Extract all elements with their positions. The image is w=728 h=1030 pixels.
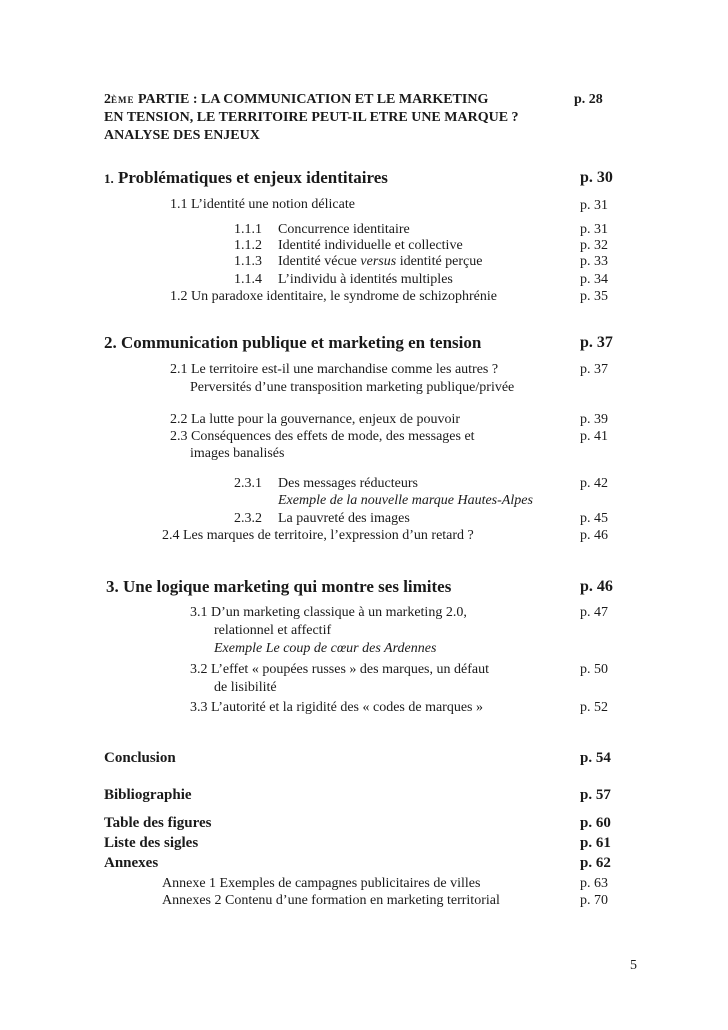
toc-item-3-2-cont: de lisibilité — [214, 680, 277, 695]
example-text: Exemple Le coup de cœur des Ardennes — [214, 641, 437, 656]
item-number: 1.1.2 — [234, 238, 262, 253]
toc-item-1-1-3-page: p. 33 — [580, 254, 608, 269]
toc-item-2-2-page: p. 39 — [580, 412, 608, 427]
toc-item-1-1-4-page: p. 34 — [580, 272, 608, 287]
partie-title-line2: EN TENSION, LE TERRITOIRE PEUT-IL ETRE UNE MARQUE ? — [104, 110, 519, 125]
partie-title-line3: ANALYSE DES ENJEUX — [104, 128, 260, 143]
toc-annexe-2-page: p. 70 — [580, 893, 608, 908]
toc-item-2-1: 2.1 Le territoire est-il une marchandise comme les autres ? — [170, 362, 499, 377]
toc-table-figures-page: p. 60 — [580, 815, 611, 831]
partie-title-line1: PARTIE : LA COMMUNICATION ET LE MARKETING — [134, 92, 489, 107]
toc-item-1-1-page: p. 31 — [580, 198, 608, 213]
item-number: 1.1.3 — [234, 254, 262, 269]
toc-item-1-2-page: p. 35 — [580, 289, 608, 304]
section-1-number: 1. — [104, 171, 114, 186]
item-text: Identité individuelle et collective — [278, 238, 463, 253]
toc-item-3-1-page: p. 47 — [580, 605, 608, 620]
item-text: L’individu à identités multiples — [278, 272, 453, 287]
section-3-page: p. 46 — [580, 578, 613, 595]
toc-item-2-3-cont: images banalisés — [190, 446, 285, 461]
toc-item-2-4-page: p. 46 — [580, 528, 608, 543]
toc-item-3-2-page: p. 50 — [580, 662, 608, 677]
toc-item-2-1-subtitle: Perversités d’une transposition marketing publique/privée — [190, 380, 515, 395]
partie-heading-line1 — [104, 92, 488, 108]
section-2-title: 2. Communication publique et marketing en tension — [104, 333, 482, 352]
toc-conclusion-page: p. 54 — [580, 750, 611, 766]
section-3-title: 3. Une logique marketing qui montre ses limites — [106, 577, 452, 596]
toc-annexes: Annexes — [104, 855, 159, 871]
toc-item-3-1: 3.1 D’un marketing classique à un marketing 2.0, — [190, 605, 467, 620]
toc-liste-sigles: Liste des sigles — [104, 835, 199, 851]
toc-liste-sigles-page: p. 61 — [580, 835, 611, 851]
toc-item-3-3: 3.3 L’autorité et la rigidité des « codes de marques » — [190, 700, 484, 715]
toc-item-1-1-4 — [234, 272, 453, 288]
toc-item-2-4: 2.4 Les marques de territoire, l’expression d’un retard ? — [162, 528, 474, 543]
toc-item-2-3-page: p. 41 — [580, 429, 608, 444]
toc-item-1-1-2 — [234, 238, 463, 254]
toc-item-2-3-2 — [234, 511, 410, 527]
item-number: 2.3.1 — [234, 476, 262, 491]
toc-item-3-3-page: p. 52 — [580, 700, 608, 715]
section-1-heading — [104, 168, 388, 188]
section-1-title: Problématiques et enjeux identitaires — [118, 168, 388, 187]
item-text: La pauvreté des images — [278, 511, 410, 526]
item-text: Identité vécue — [278, 254, 361, 269]
toc-item-1-1: 1.1 L’identité une notion délicate — [170, 197, 355, 212]
toc-item-1-1-3 — [234, 254, 482, 270]
section-2-page: p. 37 — [580, 334, 613, 351]
toc-item-3-2: 3.2 L’effet « poupées russes » des marques, un défaut — [190, 662, 489, 677]
toc-item-1-1-2-page: p. 32 — [580, 238, 608, 253]
toc-item-2-3-2-page: p. 45 — [580, 511, 608, 526]
toc-item-3-1-example — [214, 641, 436, 657]
item-text-emphasis: versus — [360, 254, 397, 269]
item-number: 2.3.2 — [234, 511, 262, 526]
toc-table-figures: Table des figures — [104, 815, 212, 831]
toc-bibliographie-page: p. 57 — [580, 787, 611, 803]
toc-item-1-2: 1.2 Un paradoxe identitaire, le syndrome de schizophrénie — [170, 289, 497, 304]
toc-item-2-3: 2.3 Conséquences des effets de mode, des messages et — [170, 429, 475, 444]
item-text: Des messages réducteurs — [278, 476, 418, 491]
page-number: 5 — [630, 958, 637, 973]
toc-annexe-2: Annexes 2 Contenu d’une formation en marketing territorial — [162, 893, 500, 908]
toc-annexes-page: p. 62 — [580, 855, 611, 871]
partie-number: 2 — [104, 92, 111, 107]
section-1-page: p. 30 — [580, 169, 613, 186]
toc-item-2-3-1-page: p. 42 — [580, 476, 608, 491]
toc-item-1-1-1-page: p. 31 — [580, 222, 608, 237]
item-number: 1.1.4 — [234, 272, 262, 287]
toc-item-3-1-cont: relationnel et affectif — [214, 623, 332, 638]
toc-item-2-3-1-example — [278, 493, 533, 509]
toc-item-1-1-1 — [234, 222, 410, 238]
partie-superscript: ÈME — [111, 95, 135, 105]
toc-conclusion: Conclusion — [104, 750, 176, 766]
toc-item-2-3-1 — [234, 476, 418, 492]
toc-item-2-1-page: p. 37 — [580, 362, 608, 377]
toc-item-2-2: 2.2 La lutte pour la gouvernance, enjeux de pouvoir — [170, 412, 461, 427]
item-number: 1.1.1 — [234, 222, 262, 237]
partie-page: p. 28 — [574, 92, 603, 107]
toc-bibliographie: Bibliographie — [104, 787, 192, 803]
toc-annexe-1: Annexe 1 Exemples de campagnes publicitaires de villes — [162, 876, 481, 891]
item-text: Concurrence identitaire — [278, 222, 410, 237]
item-text-end: identité perçue — [396, 254, 483, 269]
example-text: Exemple de la nouvelle marque Hautes-Alpes — [278, 493, 533, 508]
toc-annexe-1-page: p. 63 — [580, 876, 608, 891]
